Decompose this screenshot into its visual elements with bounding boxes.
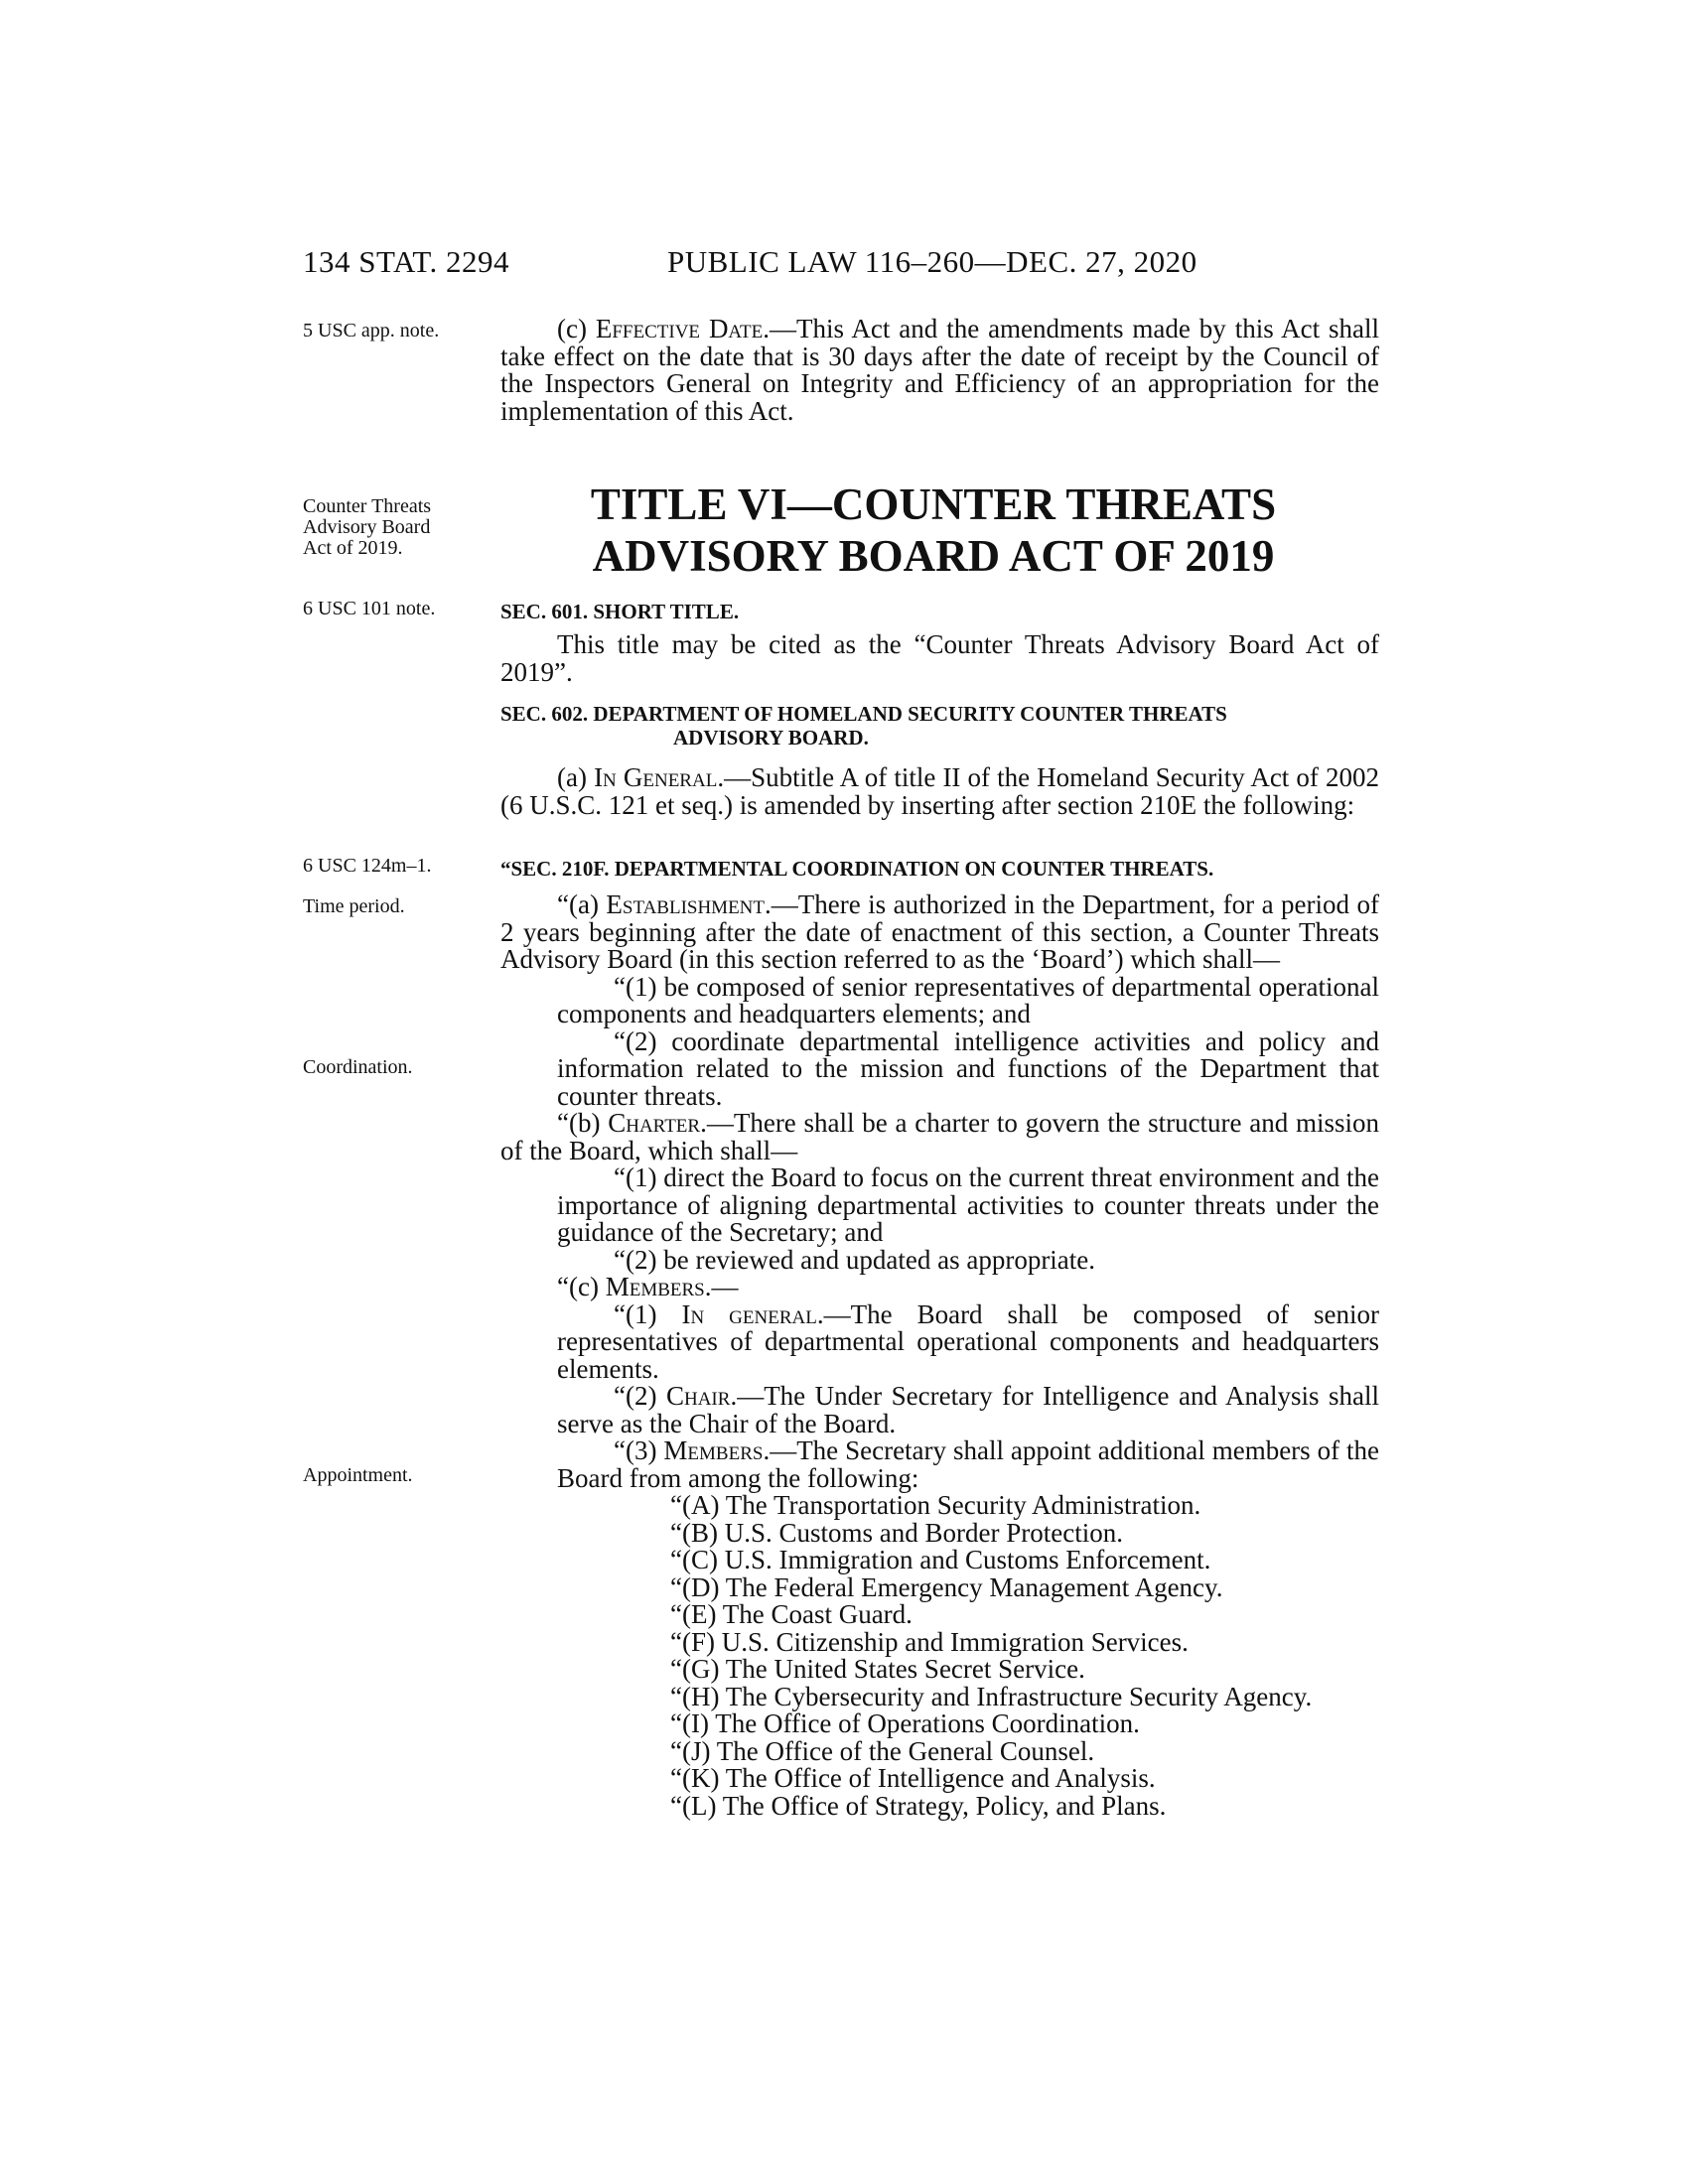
sec-210f-a-paragraph: [500, 891, 1379, 974]
member-list-item: “(F) U.S. Citizenship and Immigration Services.: [670, 1626, 1189, 1657]
paragraph-heading: In general: [681, 1298, 817, 1329]
subsection-heading: In General: [594, 762, 718, 792]
sec-601-text: This title may be cited as the “Counter Threats Advisory Board Act of 2019”.: [500, 629, 1379, 687]
sec-602-heading: [500, 702, 1379, 750]
member-list-item: “(B) U.S. Customs and Border Protection.: [670, 1517, 1123, 1548]
subsection-text: .—This Act and the amendments made by this Act shall take effect on the date that is 30 days after the date of receipt by the Council of the Inspectors General on Integrity and Efficiency of an appropriation for the implementation of this Act.: [500, 314, 1379, 426]
sec-210f-heading: “SEC. 210F. DEPARTMENTAL COORDINATION ON COUNTER THREATS.: [500, 857, 1214, 881]
margin-note-usc-app: 5 USC app. note.: [303, 320, 440, 341]
subsection-label: “(c): [557, 1272, 606, 1301]
effective-date-paragraph: [500, 316, 1379, 425]
page-reference: 134 STAT. 2294: [303, 244, 510, 279]
sec-210f-c1: [500, 1298, 1379, 1384]
subsection-label: (c): [557, 314, 596, 343]
subsection-label: (a): [557, 762, 595, 792]
subsection-text: .—There shall be a charter to govern the structure and mission of the Board, which shall—: [500, 1108, 1380, 1165]
sec-602-heading-line-1: SEC. 602. DEPARTMENT OF HOMELAND SECURITY COUNTER THREATS: [500, 702, 1227, 726]
paragraph-heading: Members: [663, 1435, 764, 1465]
subsection-heading: Members: [605, 1272, 705, 1301]
paragraph-text: .—The Secretary shall appoint additional members of the Board from among the following:: [557, 1435, 1380, 1493]
paragraph-label: “(1): [614, 1298, 682, 1329]
subsection-heading: Effective Date: [595, 314, 764, 343]
running-head: PUBLIC LAW 116–260—DEC. 27, 2020: [667, 244, 1197, 279]
sec-210f-c2: [500, 1383, 1379, 1437]
margin-note-line: Counter Threats: [303, 495, 432, 517]
effective-date-section: [500, 316, 1379, 425]
title-line-2: ADVISORY BOARD ACT OF 2019: [592, 531, 1275, 581]
sec-602-heading-line-2: ADVISORY BOARD.: [673, 726, 869, 750]
sec-210f-c-paragraph: [500, 1274, 1379, 1301]
paragraph-label: “(2): [614, 1381, 666, 1411]
paragraph-text: .—The Under Secretary for Intelligence and Analysis shall serve as the Chair of the Board.: [557, 1381, 1380, 1438]
margin-note-6usc101: 6 USC 101 note.: [303, 598, 436, 619]
member-list-item: “(A) The Transportation Security Administration.: [670, 1490, 1201, 1520]
member-list-item: “(C) U.S. Immigration and Customs Enforcement.: [670, 1545, 1211, 1574]
sec-210f-a2: “(2) coordinate departmental intelligence activities and policy and information related to the mission and functions of the Department that counter threats.: [557, 1025, 1379, 1111]
sec-210f-b2: “(2) be reviewed and updated as appropriate.: [614, 1244, 1096, 1275]
sec-601-body: [500, 631, 1379, 686]
subsection-text: .—Subtitle A of title II of the Homeland Security Act of 2002 (6 U.S.C. 121 et seq.) is amended by inserting after section 210E the following:: [500, 762, 1379, 820]
paragraph-text: .—The Board shall be composed of senior representatives of departmental operational components and headquarters elements.: [557, 1298, 1379, 1384]
member-list-item: “(H) The Cybersecurity and Infrastructure Security Agency.: [670, 1681, 1313, 1711]
member-list-item: “(J) The Office of the General Counsel.: [670, 1735, 1095, 1766]
subsection-text: .—: [704, 1272, 739, 1301]
margin-note-line: Act of 2019.: [303, 537, 403, 559]
member-list-item: “(G) The United States Secret Service.: [670, 1654, 1085, 1684]
margin-note-short-title: [303, 496, 431, 559]
member-list-item: “(D) The Federal Emergency Management Agency.: [670, 1571, 1223, 1602]
member-list-item: “(E) The Coast Guard.: [670, 1599, 913, 1629]
margin-note-6usc124m: 6 USC 124m–1.: [303, 855, 432, 877]
member-list-item: “(L) The Office of Strategy, Policy, and Plans.: [670, 1790, 1167, 1821]
sec-210f-b1: “(1) direct the Board to focus on the current threat environment and the importance of aligning departmental activities to counter threats under the guidance of the Secretary; and: [557, 1162, 1379, 1247]
sec-210f-b-paragraph: [500, 1110, 1379, 1164]
member-list-item: “(I) The Office of Operations Coordination.: [670, 1708, 1140, 1738]
title-line-1: TITLE VI—COUNTER THREATS: [590, 479, 1277, 529]
subsection-label: “(b): [557, 1108, 609, 1138]
sec-601-heading: SEC. 601. SHORT TITLE.: [500, 600, 740, 623]
subsection-text: .—There is authorized in the Department, for a period of 2 years beginning after the date of enactment of this section, a Counter Threats Advisory Board (in this section referred to as the ‘Board’) which shall—: [500, 889, 1379, 974]
sec-210f-body: [500, 891, 1379, 1820]
sec-210f-a1: “(1) be composed of senior representatives of departmental operational components and headquarters elements; and: [557, 971, 1379, 1028]
paragraph-label: “(3): [614, 1435, 664, 1465]
margin-note-time-period: Time period.: [303, 895, 405, 917]
sec-602-a-paragraph: [500, 764, 1379, 819]
subsection-heading: Establishment: [606, 889, 766, 919]
margin-note-line: Advisory Board: [303, 516, 431, 538]
sec-602-body: [500, 764, 1379, 819]
margin-note-coordination: Coordination.: [303, 1056, 413, 1078]
paragraph-heading: Chair: [665, 1381, 731, 1411]
title-heading: [556, 478, 1311, 582]
subsection-heading: Charter: [608, 1108, 701, 1138]
margin-note-appointment: Appointment.: [303, 1464, 413, 1486]
sec-210f-c3: [500, 1437, 1379, 1492]
subsection-label: “(a): [557, 889, 607, 919]
member-list-item: “(K) The Office of Intelligence and Analysis.: [670, 1763, 1156, 1793]
